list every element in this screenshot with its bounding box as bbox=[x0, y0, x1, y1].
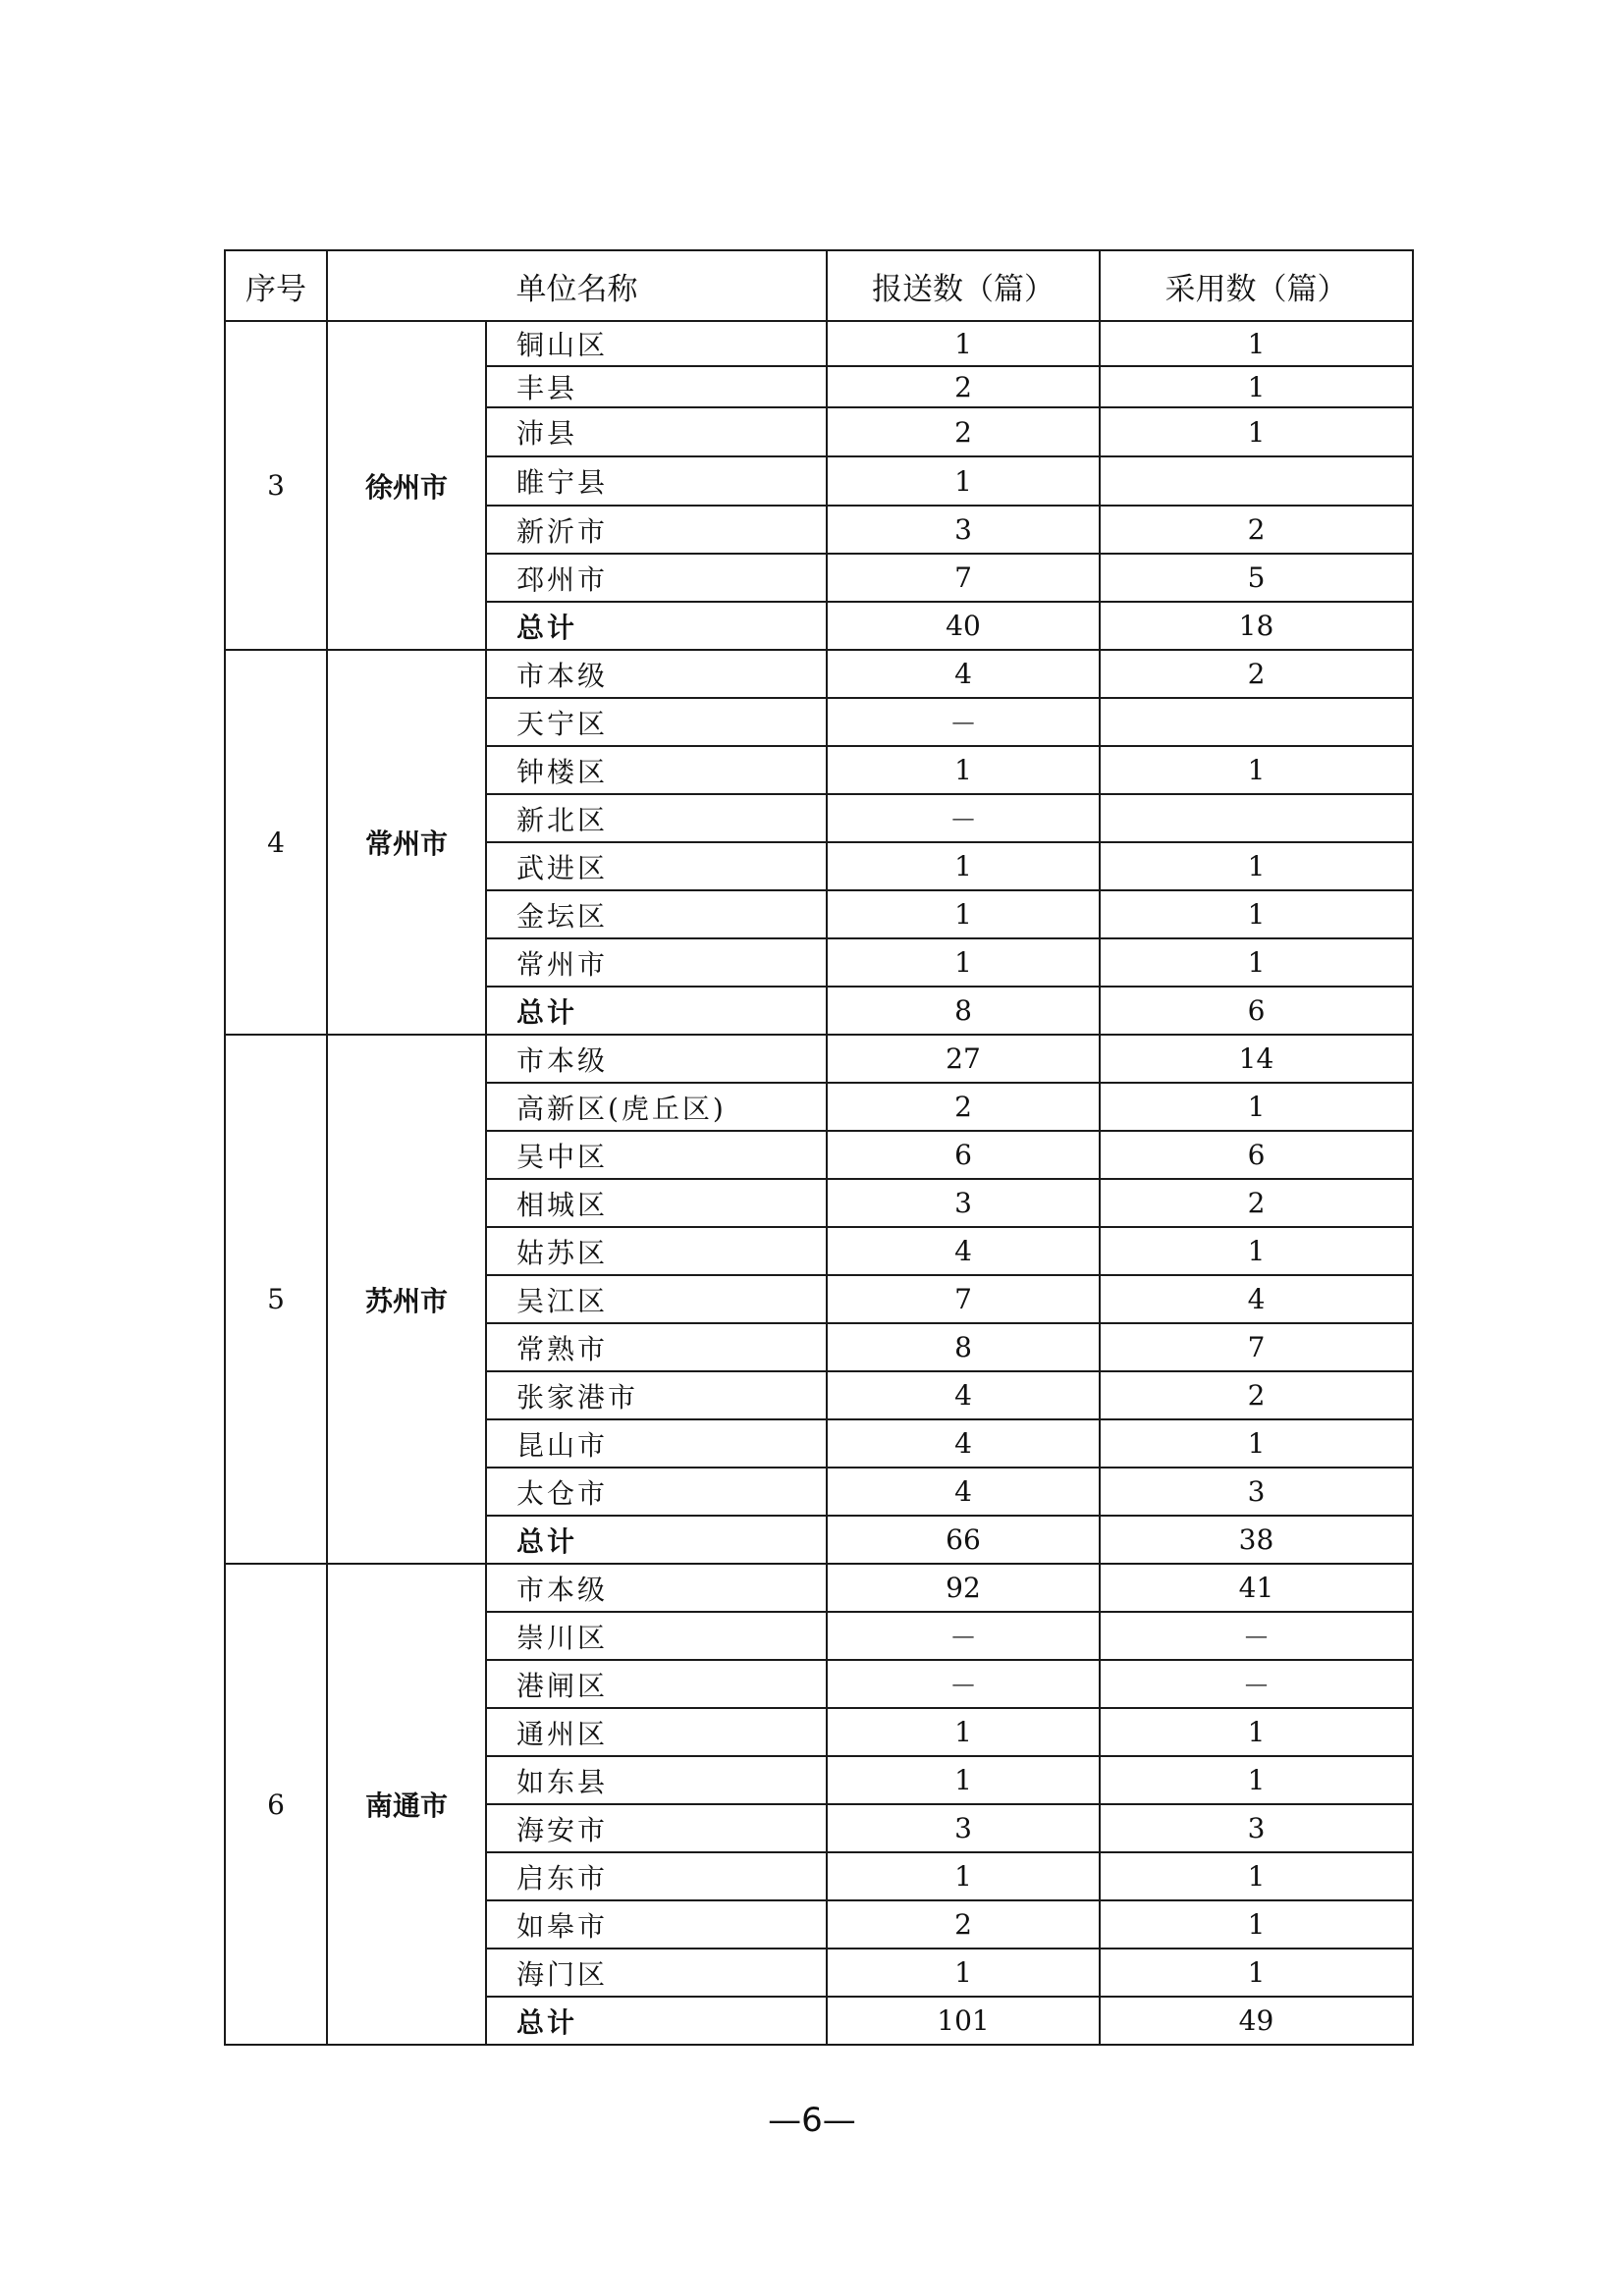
cell-submitted: 3 bbox=[827, 1804, 1100, 1852]
cell-unit: 海门区 bbox=[486, 1949, 827, 1997]
page-number: —6— bbox=[768, 2101, 856, 2140]
table-row bbox=[225, 321, 1413, 366]
cell-submitted: 3 bbox=[827, 1179, 1100, 1227]
cell-unit: 邳州市 bbox=[486, 554, 827, 602]
table-body bbox=[225, 321, 1413, 2045]
cell-submitted: － bbox=[827, 698, 1100, 746]
cell-seq: 3 bbox=[225, 321, 327, 650]
cell-submitted: 1 bbox=[827, 1852, 1100, 1900]
cell-adopted: 1 bbox=[1100, 1852, 1413, 1900]
cell-unit: 新沂市 bbox=[486, 506, 827, 554]
cell-unit: 太仓市 bbox=[486, 1468, 827, 1516]
cell-unit: 常熟市 bbox=[486, 1323, 827, 1371]
cell-adopted: 1 bbox=[1100, 321, 1413, 366]
cell-submitted: 8 bbox=[827, 1323, 1100, 1371]
cell-submitted: － bbox=[827, 1612, 1100, 1660]
header-submitted: 报送数（篇） bbox=[827, 250, 1100, 321]
cell-seq: 5 bbox=[225, 1035, 327, 1564]
cell-unit: 常州市 bbox=[486, 938, 827, 987]
cell-submitted: 3 bbox=[827, 506, 1100, 554]
cell-adopted: 1 bbox=[1100, 1419, 1413, 1468]
cell-adopted: 3 bbox=[1100, 1468, 1413, 1516]
cell-unit: 沛县 bbox=[486, 407, 827, 456]
cell-submitted: 4 bbox=[827, 1468, 1100, 1516]
cell-city: 南通市 bbox=[327, 1564, 486, 2045]
cell-adopted: 38 bbox=[1100, 1516, 1413, 1564]
cell-submitted: － bbox=[827, 1660, 1100, 1708]
cell-city: 常州市 bbox=[327, 650, 486, 1035]
cell-submitted: 27 bbox=[827, 1035, 1100, 1083]
cell-submitted: 1 bbox=[827, 890, 1100, 938]
cell-unit: 总计 bbox=[486, 602, 827, 650]
cell-unit: 启东市 bbox=[486, 1852, 827, 1900]
cell-adopted: － bbox=[1100, 1660, 1413, 1708]
cell-submitted: 101 bbox=[827, 1997, 1100, 2045]
cell-unit: 总计 bbox=[486, 987, 827, 1035]
cell-adopted: 2 bbox=[1100, 1371, 1413, 1419]
cell-unit: 吴江区 bbox=[486, 1275, 827, 1323]
cell-adopted: 1 bbox=[1100, 407, 1413, 456]
cell-submitted: 6 bbox=[827, 1131, 1100, 1179]
cell-submitted: － bbox=[827, 794, 1100, 842]
cell-adopted: 1 bbox=[1100, 1708, 1413, 1756]
cell-unit: 钟楼区 bbox=[486, 746, 827, 794]
cell-adopted: 3 bbox=[1100, 1804, 1413, 1852]
cell-submitted: 1 bbox=[827, 1949, 1100, 1997]
cell-submitted: 1 bbox=[827, 321, 1100, 366]
table-row bbox=[225, 1564, 1413, 1612]
cell-adopted: 2 bbox=[1100, 506, 1413, 554]
cell-submitted: 2 bbox=[827, 1083, 1100, 1131]
cell-submitted: 4 bbox=[827, 1419, 1100, 1468]
cell-unit: 海安市 bbox=[486, 1804, 827, 1852]
cell-unit: 总计 bbox=[486, 1516, 827, 1564]
cell-submitted: 1 bbox=[827, 1756, 1100, 1804]
cell-adopted: 5 bbox=[1100, 554, 1413, 602]
header-seq: 序号 bbox=[225, 250, 327, 321]
cell-submitted: 1 bbox=[827, 938, 1100, 987]
cell-adopted: 1 bbox=[1100, 842, 1413, 890]
cell-unit: 市本级 bbox=[486, 1035, 827, 1083]
cell-unit: 相城区 bbox=[486, 1179, 827, 1227]
cell-adopted: 18 bbox=[1100, 602, 1413, 650]
cell-unit: 新北区 bbox=[486, 794, 827, 842]
cell-submitted: 2 bbox=[827, 366, 1100, 407]
cell-adopted: 1 bbox=[1100, 890, 1413, 938]
table-row bbox=[225, 1035, 1413, 1083]
cell-unit: 通州区 bbox=[486, 1708, 827, 1756]
cell-submitted: 2 bbox=[827, 407, 1100, 456]
cell-submitted: 1 bbox=[827, 456, 1100, 506]
cell-unit: 市本级 bbox=[486, 1564, 827, 1612]
cell-adopted: 1 bbox=[1100, 366, 1413, 407]
cell-adopted: 1 bbox=[1100, 1756, 1413, 1804]
cell-submitted: 2 bbox=[827, 1900, 1100, 1949]
cell-adopted: 1 bbox=[1100, 1949, 1413, 1997]
cell-adopted: 1 bbox=[1100, 1900, 1413, 1949]
header-adopted: 采用数（篇） bbox=[1100, 250, 1413, 321]
cell-adopted: 41 bbox=[1100, 1564, 1413, 1612]
cell-unit: 总计 bbox=[486, 1997, 827, 2045]
cell-unit: 张家港市 bbox=[486, 1371, 827, 1419]
cell-unit: 铜山区 bbox=[486, 321, 827, 366]
cell-submitted: 92 bbox=[827, 1564, 1100, 1612]
cell-adopted: 7 bbox=[1100, 1323, 1413, 1371]
cell-submitted: 7 bbox=[827, 554, 1100, 602]
cell-adopted: 1 bbox=[1100, 938, 1413, 987]
cell-adopted bbox=[1100, 456, 1413, 506]
cell-adopted bbox=[1100, 794, 1413, 842]
header-unit: 单位名称 bbox=[327, 250, 827, 321]
cell-city: 苏州市 bbox=[327, 1035, 486, 1564]
cell-unit: 高新区(虎丘区) bbox=[486, 1083, 827, 1131]
cell-adopted: 14 bbox=[1100, 1035, 1413, 1083]
cell-seq: 4 bbox=[225, 650, 327, 1035]
cell-seq: 6 bbox=[225, 1564, 327, 2045]
cell-unit: 丰县 bbox=[486, 366, 827, 407]
cell-submitted: 4 bbox=[827, 1227, 1100, 1275]
table-row bbox=[225, 650, 1413, 698]
cell-submitted: 1 bbox=[827, 842, 1100, 890]
cell-unit: 昆山市 bbox=[486, 1419, 827, 1468]
cell-adopted: 2 bbox=[1100, 1179, 1413, 1227]
cell-city: 徐州市 bbox=[327, 321, 486, 650]
cell-submitted: 4 bbox=[827, 650, 1100, 698]
cell-submitted: 1 bbox=[827, 1708, 1100, 1756]
cell-submitted: 40 bbox=[827, 602, 1100, 650]
cell-unit: 市本级 bbox=[486, 650, 827, 698]
report-table bbox=[224, 249, 1414, 2046]
cell-unit: 如皋市 bbox=[486, 1900, 827, 1949]
cell-unit: 港闸区 bbox=[486, 1660, 827, 1708]
cell-unit: 金坛区 bbox=[486, 890, 827, 938]
cell-adopted: 2 bbox=[1100, 650, 1413, 698]
cell-submitted: 4 bbox=[827, 1371, 1100, 1419]
cell-adopted: 49 bbox=[1100, 1997, 1413, 2045]
cell-adopted: 1 bbox=[1100, 1083, 1413, 1131]
cell-unit: 武进区 bbox=[486, 842, 827, 890]
cell-unit: 姑苏区 bbox=[486, 1227, 827, 1275]
cell-unit: 睢宁县 bbox=[486, 456, 827, 506]
cell-adopted bbox=[1100, 698, 1413, 746]
cell-adopted: 4 bbox=[1100, 1275, 1413, 1323]
cell-adopted: 1 bbox=[1100, 746, 1413, 794]
cell-unit: 崇川区 bbox=[486, 1612, 827, 1660]
cell-adopted: － bbox=[1100, 1612, 1413, 1660]
cell-submitted: 7 bbox=[827, 1275, 1100, 1323]
cell-submitted: 1 bbox=[827, 746, 1100, 794]
cell-adopted: 1 bbox=[1100, 1227, 1413, 1275]
cell-unit: 吴中区 bbox=[486, 1131, 827, 1179]
cell-unit: 天宁区 bbox=[486, 698, 827, 746]
cell-submitted: 8 bbox=[827, 987, 1100, 1035]
cell-submitted: 66 bbox=[827, 1516, 1100, 1564]
header-row bbox=[225, 250, 1413, 321]
cell-adopted: 6 bbox=[1100, 1131, 1413, 1179]
cell-adopted: 6 bbox=[1100, 987, 1413, 1035]
cell-unit: 如东县 bbox=[486, 1756, 827, 1804]
